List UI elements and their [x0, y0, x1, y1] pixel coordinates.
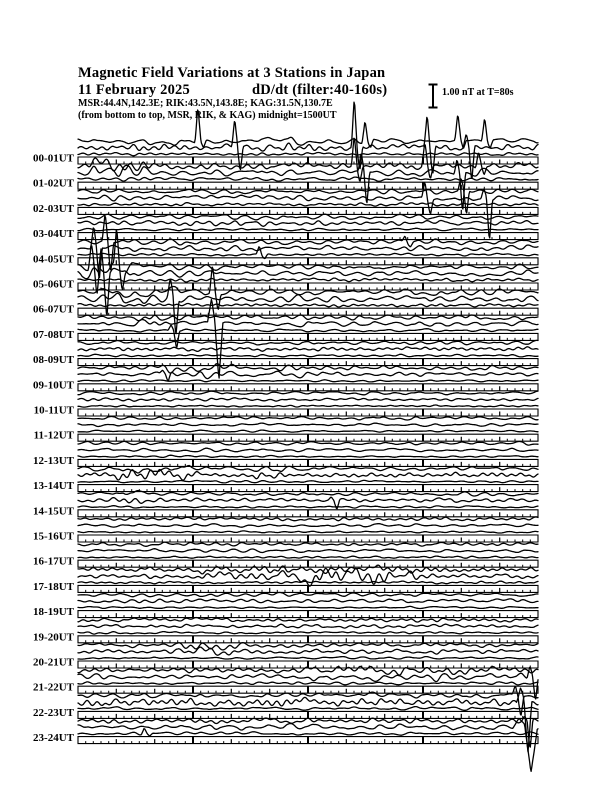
- trace-RIK-15-16UT: [78, 524, 538, 528]
- page-title: Magnetic Field Variations at 3 Stations in Japan: [78, 65, 386, 81]
- trace-MSR-03-04UT: [78, 228, 538, 231]
- trace-KAG-15-16UT: [78, 517, 538, 521]
- hour-label: 06-07UT: [33, 303, 74, 316]
- trace-MSR-20-21UT: [78, 657, 538, 660]
- trace-RIK-09-10UT: [78, 370, 538, 380]
- trace-MSR-08-09UT: [78, 354, 538, 357]
- trace-KAG-18-19UT: [78, 593, 538, 597]
- date-label: 11 February 2025: [78, 82, 190, 98]
- amplitude-scale-label: 1.00 nT at T=80s: [442, 87, 514, 98]
- trace-MSR-22-23UT: [78, 707, 538, 711]
- trace-RIK-03-04UT: [78, 221, 538, 227]
- hour-block-12-13UT: [33, 441, 538, 467]
- trace-MSR-23-24UT: [78, 729, 538, 736]
- trace-MSR-15-16UT: [78, 531, 538, 533]
- trace-MSR-01-02UT: [78, 177, 538, 181]
- ruler-bands: [78, 157, 538, 744]
- hour-block-18-19UT: [33, 593, 538, 619]
- hour-label: 08-09UT: [33, 354, 74, 367]
- trace-KAG-11-12UT: [78, 417, 538, 421]
- trace-RIK-08-09UT: [78, 347, 538, 352]
- hour-block-09-10UT: [33, 364, 538, 392]
- trace-KAG-03-04UT: [78, 214, 538, 220]
- hour-block-04-05UT: [33, 216, 538, 278]
- trace-MSR-09-10UT: [78, 380, 538, 382]
- hour-label: 12-13UT: [33, 454, 74, 467]
- hour-label: 19-20UT: [33, 631, 74, 644]
- quantity-filter-label: dD/dt (filter:40-160s): [252, 82, 388, 98]
- hour-label: 07-08UT: [33, 328, 74, 341]
- hour-label: 05-06UT: [33, 278, 74, 291]
- hour-label: 23-24UT: [33, 732, 74, 745]
- hour-label: 18-19UT: [33, 606, 74, 619]
- trace-KAG-08-09UT: [78, 340, 538, 345]
- hour-label: 21-22UT: [33, 681, 74, 694]
- quarter-hour-ticks: [193, 157, 423, 744]
- trace-MSR-21-22UT: [78, 682, 538, 685]
- trace-KAG-00-01UT: [78, 110, 538, 148]
- hour-label: 09-10UT: [33, 379, 74, 392]
- trace-KAG-19-20UT: [78, 618, 538, 623]
- hour-block-05-06UT: [33, 230, 538, 315]
- trace-MSR-19-20UT: [78, 632, 538, 635]
- trace-RIK-23-24UT: [78, 719, 538, 772]
- trace-RIK-11-12UT: [78, 423, 538, 426]
- hour-label: 11-12UT: [33, 429, 74, 442]
- trace-MSR-11-12UT: [78, 430, 538, 432]
- trace-MSR-12-13UT: [78, 455, 538, 457]
- trace-MSR-14-15UT: [78, 506, 538, 508]
- station-coordinates-label: MSR:44.4N,142.3E; RIK:43.5N,143.8E; KAG:31.5N,130.7E: [78, 98, 333, 109]
- hour-block-14-15UT: [33, 491, 538, 518]
- hour-block-15-16UT: [33, 517, 538, 543]
- trace-MSR-10-11UT: [78, 405, 538, 407]
- trace-RIK-18-19UT: [78, 599, 538, 603]
- hour-label: 04-05UT: [33, 253, 74, 266]
- hour-block-03-04UT: [33, 214, 538, 240]
- hour-label: 16-17UT: [33, 555, 74, 568]
- hour-label: 03-04UT: [33, 228, 74, 241]
- hour-label: 15-16UT: [33, 530, 74, 543]
- trace-KAG-10-11UT: [78, 391, 538, 395]
- trace-KAG-16-17UT: [78, 542, 538, 546]
- trace-RIK-13-14UT: [78, 470, 538, 481]
- hour-block-08-09UT: [33, 340, 538, 366]
- trace-RIK-19-20UT: [78, 624, 538, 628]
- hour-label: 10-11UT: [33, 404, 74, 417]
- trace-RIK-10-11UT: [78, 398, 538, 401]
- trace-KAG-07-08UT: [78, 315, 538, 321]
- trace-MSR-06-07UT: [78, 304, 538, 308]
- trace-RIK-16-17UT: [78, 549, 538, 553]
- hour-label: 01-02UT: [33, 177, 74, 190]
- trace-MSR-16-17UT: [78, 556, 538, 558]
- hour-block-11-12UT: [34, 417, 538, 442]
- hour-block-20-21UT: [33, 643, 538, 669]
- hour-block-13-14UT: [33, 466, 538, 493]
- hour-label: 17-18UT: [33, 580, 74, 593]
- trace-order-note: (from bottom to top, MSR, RIK, & KAG) midnight=1500UT: [78, 109, 337, 121]
- hour-label: 14-15UT: [33, 505, 74, 518]
- hour-block-21-22UT: [33, 666, 538, 699]
- trace-MSR-05-06UT: [78, 278, 538, 282]
- trace-MSR-13-14UT: [78, 480, 538, 483]
- trace-MSR-02-03UT: [78, 203, 538, 207]
- hour-block-17-18UT: [33, 565, 538, 593]
- trace-KAG-20-21UT: [78, 643, 538, 650]
- hour-label: 00-01UT: [33, 152, 74, 165]
- hour-block-10-11UT: [34, 391, 538, 416]
- trace-RIK-12-13UT: [78, 448, 538, 452]
- trace-MSR-18-19UT: [78, 606, 538, 608]
- trace-KAG-12-13UT: [78, 441, 538, 445]
- trace-RIK-20-21UT: [78, 647, 538, 655]
- hour-label: 20-21UT: [33, 656, 74, 669]
- hour-label: 02-03UT: [33, 202, 74, 215]
- hour-block-16-17UT: [33, 542, 538, 568]
- hour-label: 13-14UT: [33, 480, 74, 493]
- hour-label: 22-23UT: [33, 706, 74, 719]
- hour-block-19-20UT: [33, 618, 538, 644]
